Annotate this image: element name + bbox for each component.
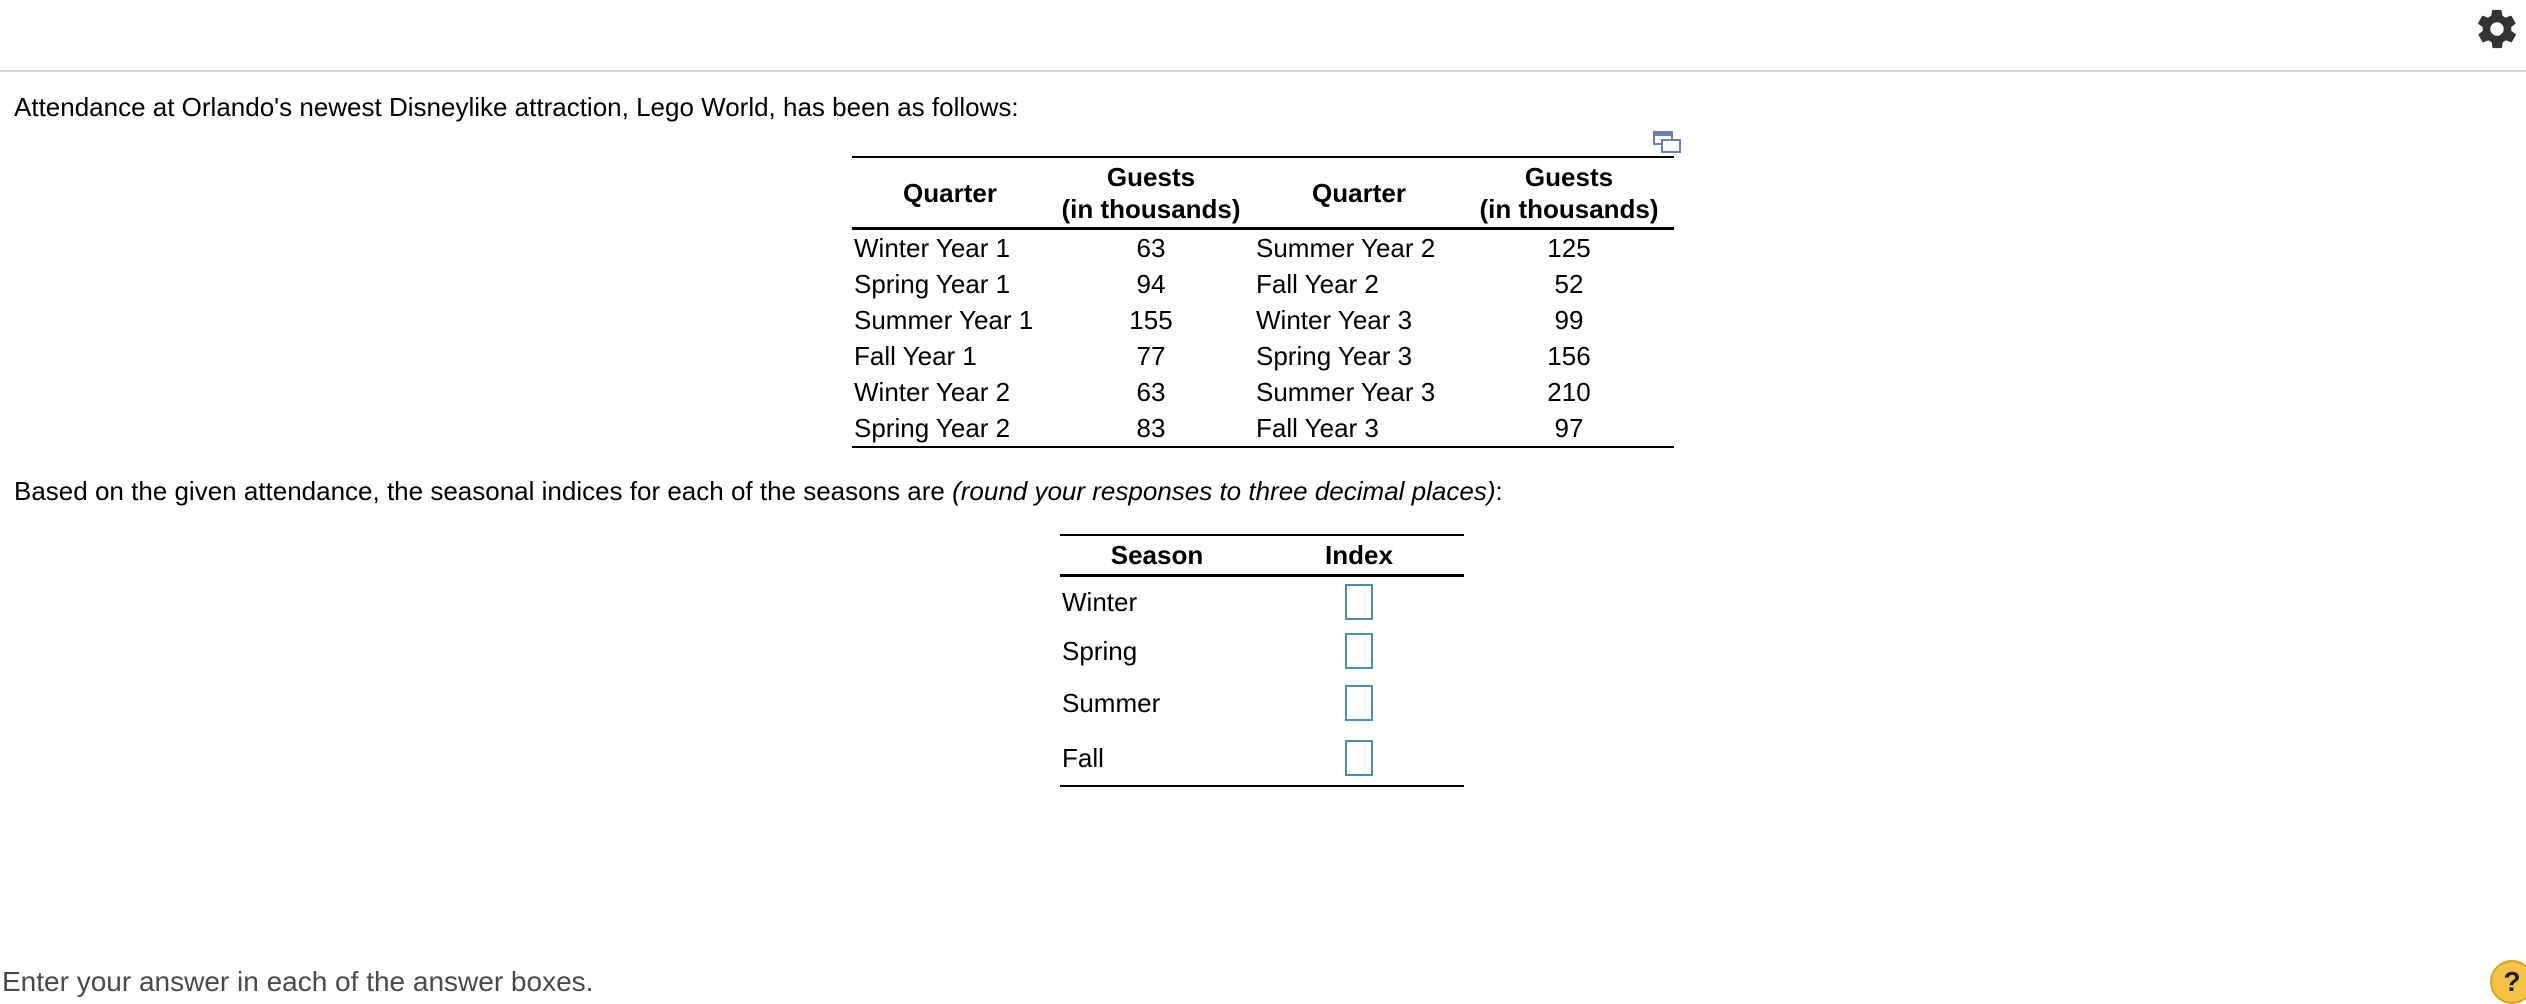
guests-cell: 77 (1136, 341, 1166, 371)
index-row (1060, 675, 1464, 731)
table-row (852, 410, 1674, 447)
attendance-table (852, 156, 1674, 448)
table-row (852, 302, 1674, 338)
guests-cell: 94 (1136, 269, 1166, 299)
table-row (852, 229, 1674, 267)
guests-cell: 99 (1554, 305, 1584, 335)
header-guests-line2: (in thousands) (1479, 194, 1659, 224)
header-index: Index (1325, 539, 1393, 570)
season-label: Summer (1062, 687, 1161, 718)
guests-cell: 52 (1554, 269, 1584, 299)
winter-index-input[interactable] (1345, 584, 1373, 620)
index-row (1060, 627, 1464, 675)
season-label: Fall (1062, 742, 1104, 773)
season-label: Spring (1062, 635, 1138, 666)
summer-index-input[interactable] (1345, 685, 1373, 721)
index-row (1060, 576, 1464, 628)
table-row (852, 338, 1674, 374)
quarter-cell: Spring Year 3 (1256, 341, 1413, 371)
seasonal-prompt-text: Based on the given attendance, the seasonal indices for each of the seasons are (14, 476, 953, 506)
header-guests-line1: Guests (1524, 162, 1614, 192)
header-guests-line2: (in thousands) (1061, 194, 1241, 224)
quarter-cell: Fall Year 1 (854, 341, 977, 371)
index-cell (1254, 576, 1464, 628)
guests-cell: 97 (1554, 413, 1584, 443)
spring-index-input[interactable] (1345, 633, 1373, 669)
guests-cell: 125 (1547, 233, 1591, 263)
attendance-header-row (852, 157, 1674, 229)
quarter-cell: Fall Year 3 (1256, 413, 1379, 443)
help-icon[interactable]: ? (2490, 960, 2526, 1004)
guests-cell: 155 (1129, 305, 1173, 335)
top-toolbar (0, 0, 2526, 72)
index-header-row (1060, 535, 1464, 576)
header-guests (1464, 157, 1674, 229)
header-season: Season (1110, 539, 1204, 570)
header-guests-line1: Guests (1106, 162, 1196, 192)
quarter-cell: Winter Year 3 (1256, 305, 1413, 335)
rounding-instruction: (round your responses to three decimal places) (952, 476, 1496, 506)
index-cell (1254, 627, 1464, 675)
question-intro: Attendance at Orlando's newest Disneylike attraction, Lego World, has been as follows: (14, 92, 1019, 122)
quarter-cell: Winter Year 1 (854, 233, 1011, 263)
quarter-cell: Spring Year 2 (854, 413, 1011, 443)
guests-cell: 63 (1136, 233, 1166, 263)
header-quarter: Quarter (1312, 178, 1406, 208)
index-cell (1254, 731, 1464, 786)
quarter-cell: Spring Year 1 (854, 269, 1011, 299)
quarter-cell: Summer Year 2 (1256, 233, 1436, 263)
guests-cell: 156 (1547, 341, 1591, 371)
guests-cell: 210 (1547, 377, 1591, 407)
popout-icon[interactable] (1652, 130, 1682, 154)
index-cell (1254, 675, 1464, 731)
table-row (852, 266, 1674, 302)
seasonal-prompt (14, 476, 1503, 506)
header-quarter: Quarter (903, 178, 997, 208)
quarter-cell: Fall Year 2 (1256, 269, 1379, 299)
quarter-cell: Summer Year 1 (854, 305, 1034, 335)
table-row (852, 374, 1674, 410)
header-guests (1048, 157, 1254, 229)
seasonal-prompt-colon: : (1495, 476, 1503, 506)
guests-cell: 83 (1136, 413, 1166, 443)
quarter-cell: Summer Year 3 (1256, 377, 1436, 407)
guests-cell: 63 (1136, 377, 1166, 407)
gear-icon[interactable] (2474, 6, 2520, 52)
answer-instruction: Enter your answer in each of the answer boxes. (2, 966, 594, 997)
season-label: Winter (1062, 586, 1138, 617)
quarter-cell: Winter Year 2 (854, 377, 1011, 407)
fall-index-input[interactable] (1345, 740, 1373, 776)
seasonal-index-table (1060, 534, 1464, 787)
index-row (1060, 731, 1464, 786)
